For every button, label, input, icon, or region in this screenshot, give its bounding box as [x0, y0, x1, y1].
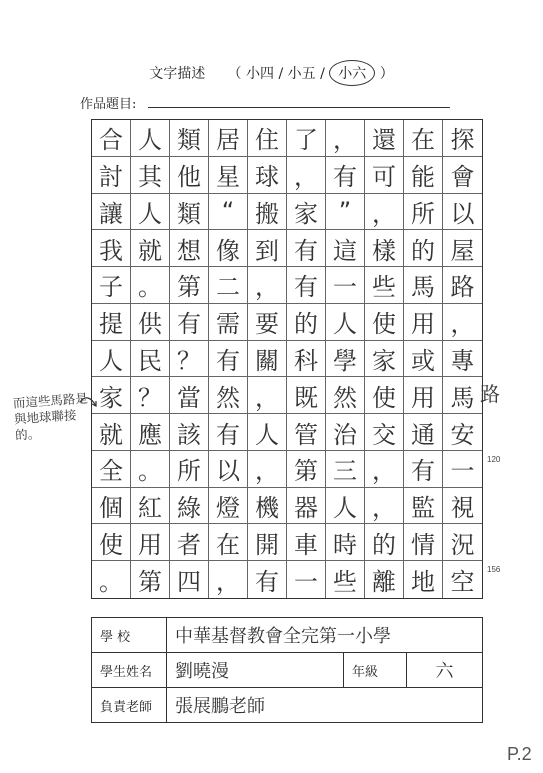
grid-cell: 屋 [443, 230, 482, 267]
grid-cell: 然 [209, 377, 248, 414]
grid-cell: 人 [92, 341, 131, 378]
grid-cell: 地 [404, 561, 443, 598]
grade-option-p5: 小五 [287, 66, 316, 82]
teacher-label: 負責老師 [92, 688, 167, 723]
grid-cell: 三 [326, 451, 365, 488]
margin-note: 而這些馬路是與地球聯接的。 [12, 390, 89, 443]
grid-cell: 有 [404, 451, 443, 488]
grid-cell: 所 [170, 451, 209, 488]
page-number: P.2 [507, 744, 532, 764]
grid-cell: 人 [326, 488, 365, 525]
student-name-label: 學生姓名 [92, 653, 167, 688]
grid-cell: 家 [365, 341, 404, 378]
grid-cell: 他 [170, 157, 209, 194]
grid-cell: 時 [326, 524, 365, 561]
grid-cell: 或 [404, 341, 443, 378]
grid-cell: 關 [248, 341, 287, 378]
grid-cell: 樣 [365, 230, 404, 267]
grid-cell: 類 [170, 120, 209, 157]
grid-cell: ？ [170, 341, 209, 378]
form-title: 文字描述 [149, 66, 206, 82]
grid-cell: 在 [404, 120, 443, 157]
grid-cell: 要 [248, 304, 287, 341]
grid-cell: 其 [131, 157, 170, 194]
grid-cell: 治 [326, 414, 365, 451]
grid-cell: 四 [170, 561, 209, 598]
grade-value: 六 [407, 653, 483, 688]
grid-cell: ， [326, 120, 365, 157]
grid-cell: 家 [92, 377, 131, 414]
grid-cell: 器 [287, 488, 326, 525]
grid-cell: 些 [326, 561, 365, 598]
student-info-table [91, 617, 483, 723]
grid-cell: 住 [248, 120, 287, 157]
grid-cell: 以 [443, 194, 482, 231]
grid-cell: 家 [287, 194, 326, 231]
grid-cell: 還 [365, 120, 404, 157]
grid-cell: 民 [131, 341, 170, 378]
grid-cell: 管 [287, 414, 326, 451]
grid-cell: 第 [131, 561, 170, 598]
grid-cell: 學 [326, 341, 365, 378]
grid-cell: 者 [170, 524, 209, 561]
grid-cell: 一 [443, 451, 482, 488]
grid-cell: 想 [170, 230, 209, 267]
grid-cell: 燈 [209, 488, 248, 525]
grade-separator-2: / [320, 66, 325, 82]
grid-cell: 情 [404, 524, 443, 561]
grid-cell: 第 [287, 451, 326, 488]
grid-cell: 況 [443, 524, 482, 561]
grid-cell: 在 [209, 524, 248, 561]
grid-cell: 用 [404, 377, 443, 414]
character-count-120: 120 [487, 455, 501, 464]
grid-cell: 離 [365, 561, 404, 598]
grid-cell: 使 [365, 304, 404, 341]
grid-cell: 類 [170, 194, 209, 231]
grid-cell: 專 [443, 341, 482, 378]
grid-cell: 有 [209, 414, 248, 451]
grade-close-paren: ） [379, 66, 394, 82]
grid-cell: 球 [248, 157, 287, 194]
grid-cell: 人 [131, 194, 170, 231]
grid-cell: 個 [92, 488, 131, 525]
grid-cell: ， [209, 561, 248, 598]
grid-cell: 的 [404, 230, 443, 267]
student-name-value: 劉曉漫 [167, 653, 344, 688]
grid-cell: 當 [170, 377, 209, 414]
grid-cell: ， [248, 451, 287, 488]
grid-cell: 有 [248, 561, 287, 598]
grid-cell: 所 [404, 194, 443, 231]
grid-cell: 人 [131, 120, 170, 157]
grid-cell: ， [287, 157, 326, 194]
grid-cell: ， [365, 194, 404, 231]
grid-cell: 有 [326, 157, 365, 194]
grid-cell: 用 [404, 304, 443, 341]
grid-cell: 該 [170, 414, 209, 451]
grid-cell: 。 [92, 561, 131, 598]
grade-option-p6-circled: 小六 [329, 60, 375, 86]
grid-cell: ” [326, 194, 365, 231]
grid-cell: 了 [287, 120, 326, 157]
school-value: 中華基督教會全完第一小學 [167, 618, 483, 653]
grid-cell: 使 [92, 524, 131, 561]
grid-cell: 像 [209, 230, 248, 267]
grid-cell: ， [365, 488, 404, 525]
margin-correction: 路 [480, 382, 500, 406]
grid-cell: 第 [170, 267, 209, 304]
grade-separator-1: / [278, 66, 284, 82]
grid-cell: 的 [287, 304, 326, 341]
grid-cell: 以 [209, 451, 248, 488]
grid-cell: 視 [443, 488, 482, 525]
grid-cell: 就 [92, 414, 131, 451]
grid-cell: ， [443, 304, 482, 341]
grid-cell: ， [248, 377, 287, 414]
grid-cell: 交 [365, 414, 404, 451]
grid-cell: 應 [131, 414, 170, 451]
grid-cell: 搬 [248, 194, 287, 231]
grid-cell: 可 [365, 157, 404, 194]
grid-cell: 我 [92, 230, 131, 267]
grid-cell: 會 [443, 157, 482, 194]
work-title-line [148, 107, 450, 108]
grid-cell: 既 [287, 377, 326, 414]
insertion-arrow-icon [78, 390, 98, 414]
grid-cell: ， [365, 451, 404, 488]
grid-cell: 居 [209, 120, 248, 157]
grid-cell: 能 [404, 157, 443, 194]
grid-cell: 有 [170, 304, 209, 341]
writing-grid [91, 119, 483, 599]
grid-cell: 到 [248, 230, 287, 267]
grid-cell: 合 [92, 120, 131, 157]
grid-cell: 車 [287, 524, 326, 561]
grid-cell: 一 [287, 561, 326, 598]
character-count-156: 156 [487, 565, 501, 574]
grid-cell: 科 [287, 341, 326, 378]
grid-cell: 討 [92, 157, 131, 194]
grid-cell: 開 [248, 524, 287, 561]
grid-cell: 紅 [131, 488, 170, 525]
student-row [92, 653, 483, 688]
school-label: 學 校 [92, 618, 167, 653]
grid-cell: 有 [287, 267, 326, 304]
grid-cell: 星 [209, 157, 248, 194]
form-header [0, 60, 543, 86]
grade-option-p4: 小四 [246, 66, 274, 82]
grade-label: 年級 [344, 653, 407, 688]
grid-cell: 的 [365, 524, 404, 561]
grid-cell: 二 [209, 267, 248, 304]
grid-cell: 綠 [170, 488, 209, 525]
grid-cell: 人 [326, 304, 365, 341]
grid-cell: 有 [287, 230, 326, 267]
grid-cell: 探 [443, 120, 482, 157]
grid-cell: 些 [365, 267, 404, 304]
grid-cell: ， [248, 267, 287, 304]
school-row [92, 618, 483, 653]
teacher-value: 張展鵬老師 [167, 688, 483, 723]
grid-cell: 這 [326, 230, 365, 267]
grid-cell: 馬 [443, 377, 482, 414]
grid-cell: 提 [92, 304, 131, 341]
grid-cell: “ [209, 194, 248, 231]
grid-cell: 通 [404, 414, 443, 451]
grid-cell: ？ [131, 377, 170, 414]
grid-cell: 就 [131, 230, 170, 267]
grid-cell: 使 [365, 377, 404, 414]
grid-cell: 監 [404, 488, 443, 525]
work-title-label: 作品題目: [80, 97, 137, 112]
grid-cell: 用 [131, 524, 170, 561]
grid-cell: 馬 [404, 267, 443, 304]
grid-cell: 有 [209, 341, 248, 378]
grid-cell: 。 [131, 267, 170, 304]
grid-cell: 子 [92, 267, 131, 304]
grid-cell: 。 [131, 451, 170, 488]
grade-open-paren: （ [227, 66, 242, 82]
grid-cell: 供 [131, 304, 170, 341]
grid-cell: 需 [209, 304, 248, 341]
grid-cell: 安 [443, 414, 482, 451]
teacher-row [92, 688, 483, 723]
grid-cell: 路 [443, 267, 482, 304]
grid-cell: 全 [92, 451, 131, 488]
grid-cell: 然 [326, 377, 365, 414]
grid-cell: 機 [248, 488, 287, 525]
grid-cell: 讓 [92, 194, 131, 231]
grid-cell: 一 [326, 267, 365, 304]
grid-cell: 空 [450, 568, 475, 597]
grid-cell: 人 [248, 414, 287, 451]
